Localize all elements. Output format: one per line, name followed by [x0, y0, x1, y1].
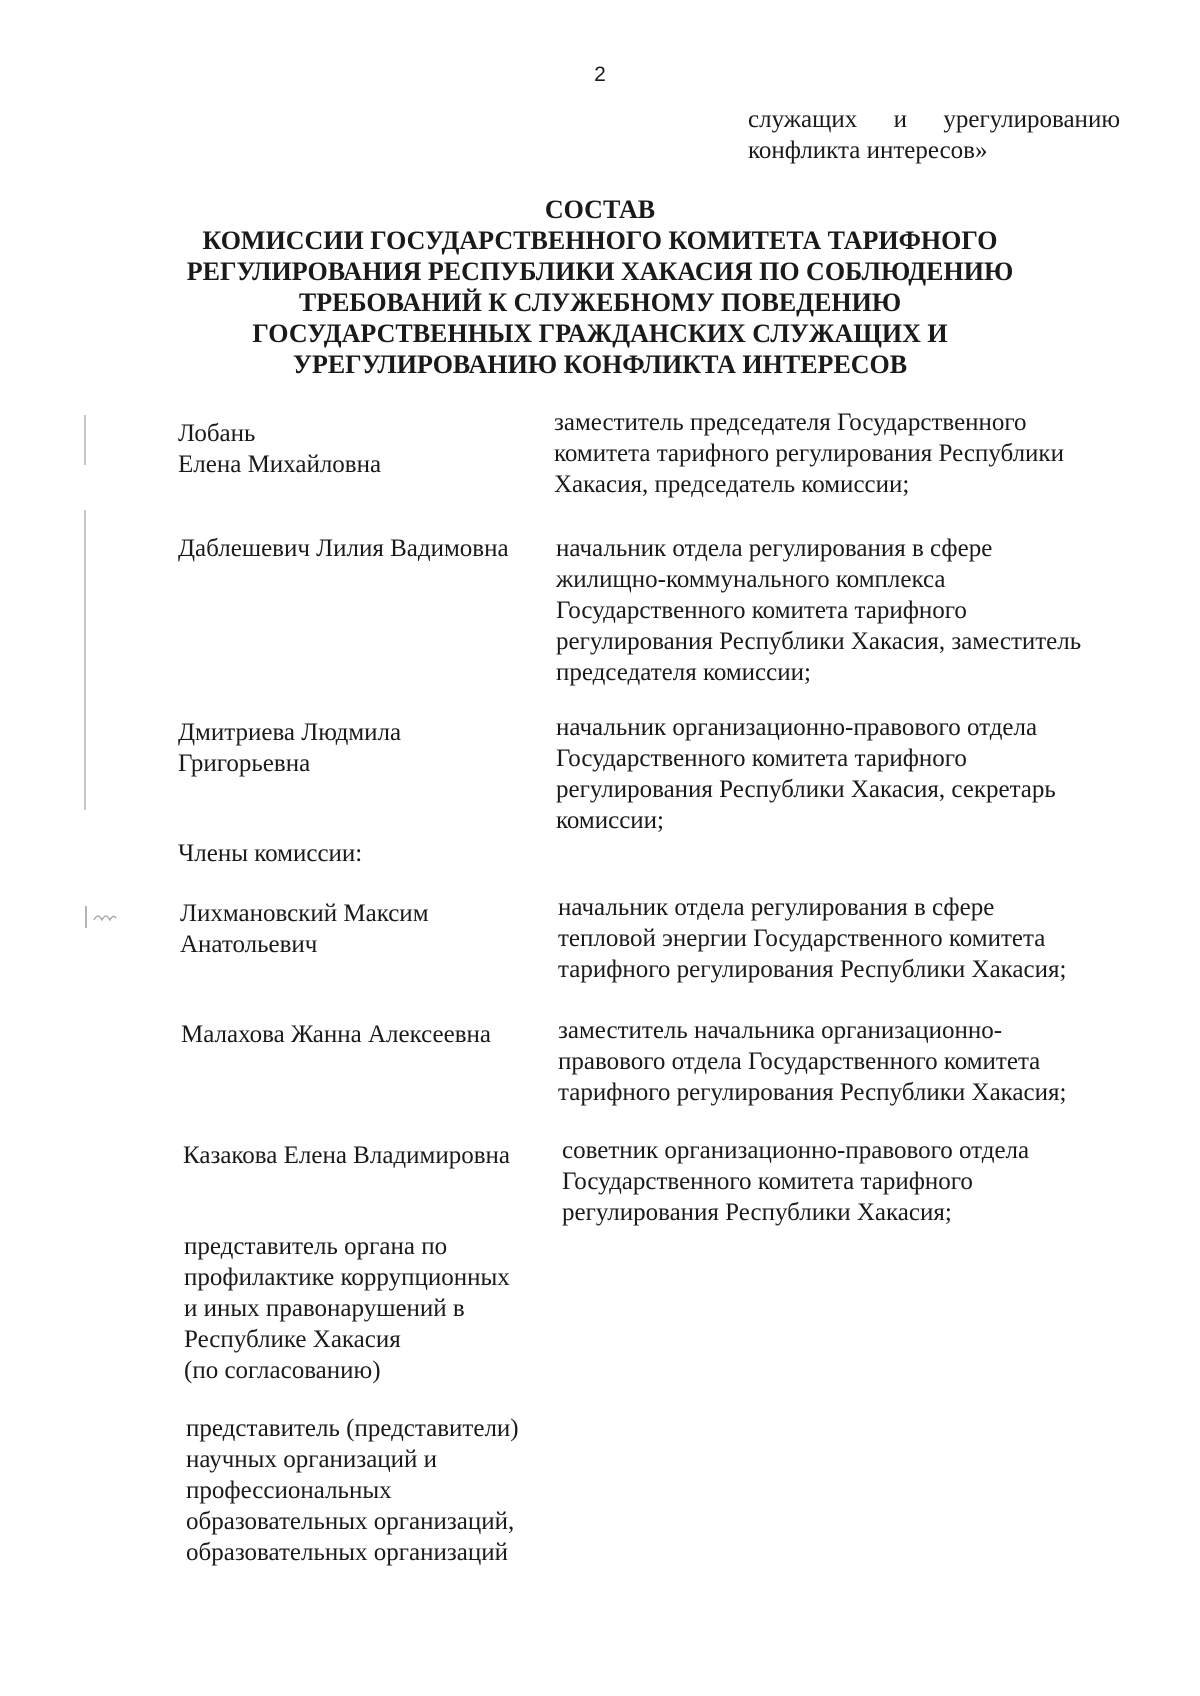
title-line: КОМИССИИ ГОСУДАРСТВЕННОГО КОМИТЕТА ТАРИФНОГО — [202, 226, 998, 255]
member-name: Лихмановский Максим Анатольевич — [180, 900, 429, 958]
title-line: ГОСУДАРСТВЕННЫХ ГРАЖДАНСКИХ СЛУЖАЩИХ И — [252, 319, 948, 348]
member-name: Дмитриева Людмила Григорьевна — [178, 719, 402, 777]
member-name: Даблешевич Лилия Вадимовна — [178, 535, 509, 562]
member-role: советник организационно-правового отдела Государственного комитета тарифного регулирования Республики Хакасия; — [562, 1137, 1030, 1226]
header-line-2: конфликта интересов» — [748, 137, 988, 164]
scan-artifact — [84, 902, 124, 932]
member-role: заместитель начальника организационно- правового отдела Государственного комитета тарифного регулирования Республики Хакасия; — [558, 1017, 1067, 1106]
member-name: Казакова Елена Владимировна — [183, 1142, 511, 1169]
document-title — [150, 194, 1050, 380]
member-name: Малахова Жанна Алексеевна — [181, 1021, 491, 1048]
members-heading: Члены комиссии: — [178, 840, 363, 867]
title-line: ТРЕБОВАНИЙ К СЛУЖЕБНОМУ ПОВЕДЕНИЮ — [298, 288, 902, 317]
member-role: начальник отдела регулирования в сфере жилищно-коммунального комплекса Государственного комитета тарифного регулирования Республики Хакасия, заместитель председателя комиссии; — [556, 535, 1082, 686]
page-number: 2 — [594, 63, 606, 86]
representative: представитель органа по профилактике коррупционных и иных правонарушений в Республике Хакасия (по согласованию) — [184, 1233, 510, 1384]
title-line: РЕГУЛИРОВАНИЯ РЕСПУБЛИКИ ХАКАСИЯ ПО СОБЛЮДЕНИЮ — [186, 257, 1014, 286]
member-role: заместитель председателя Государственного комитета тарифного регулирования Республики Хакасия, председатель комиссии; — [554, 409, 1064, 498]
scan-artifact — [84, 415, 86, 465]
header-line-1: служащих и урегулированию — [748, 106, 1120, 133]
representative: представитель (представители) научных организаций и профессиональных образовательных организаций, образовательных организаций — [186, 1415, 519, 1566]
title-line: УРЕГУЛИРОВАНИЮ КОНФЛИКТА ИНТЕРЕСОВ — [292, 350, 908, 379]
member-role: начальник организационно-правового отдела Государственного комитета тарифного регулирования Республики Хакасия, секретарь комиссии; — [556, 714, 1056, 834]
title-line: СОСТАВ — [544, 195, 656, 224]
member-role: начальник отдела регулирования в сфере тепловой энергии Государственного комитета тарифного регулирования Республики Хакасия; — [558, 894, 1067, 983]
member-name: Лобань Елена Михайловна — [178, 420, 382, 478]
header-continuation — [748, 104, 1120, 166]
scan-artifact — [84, 510, 86, 810]
